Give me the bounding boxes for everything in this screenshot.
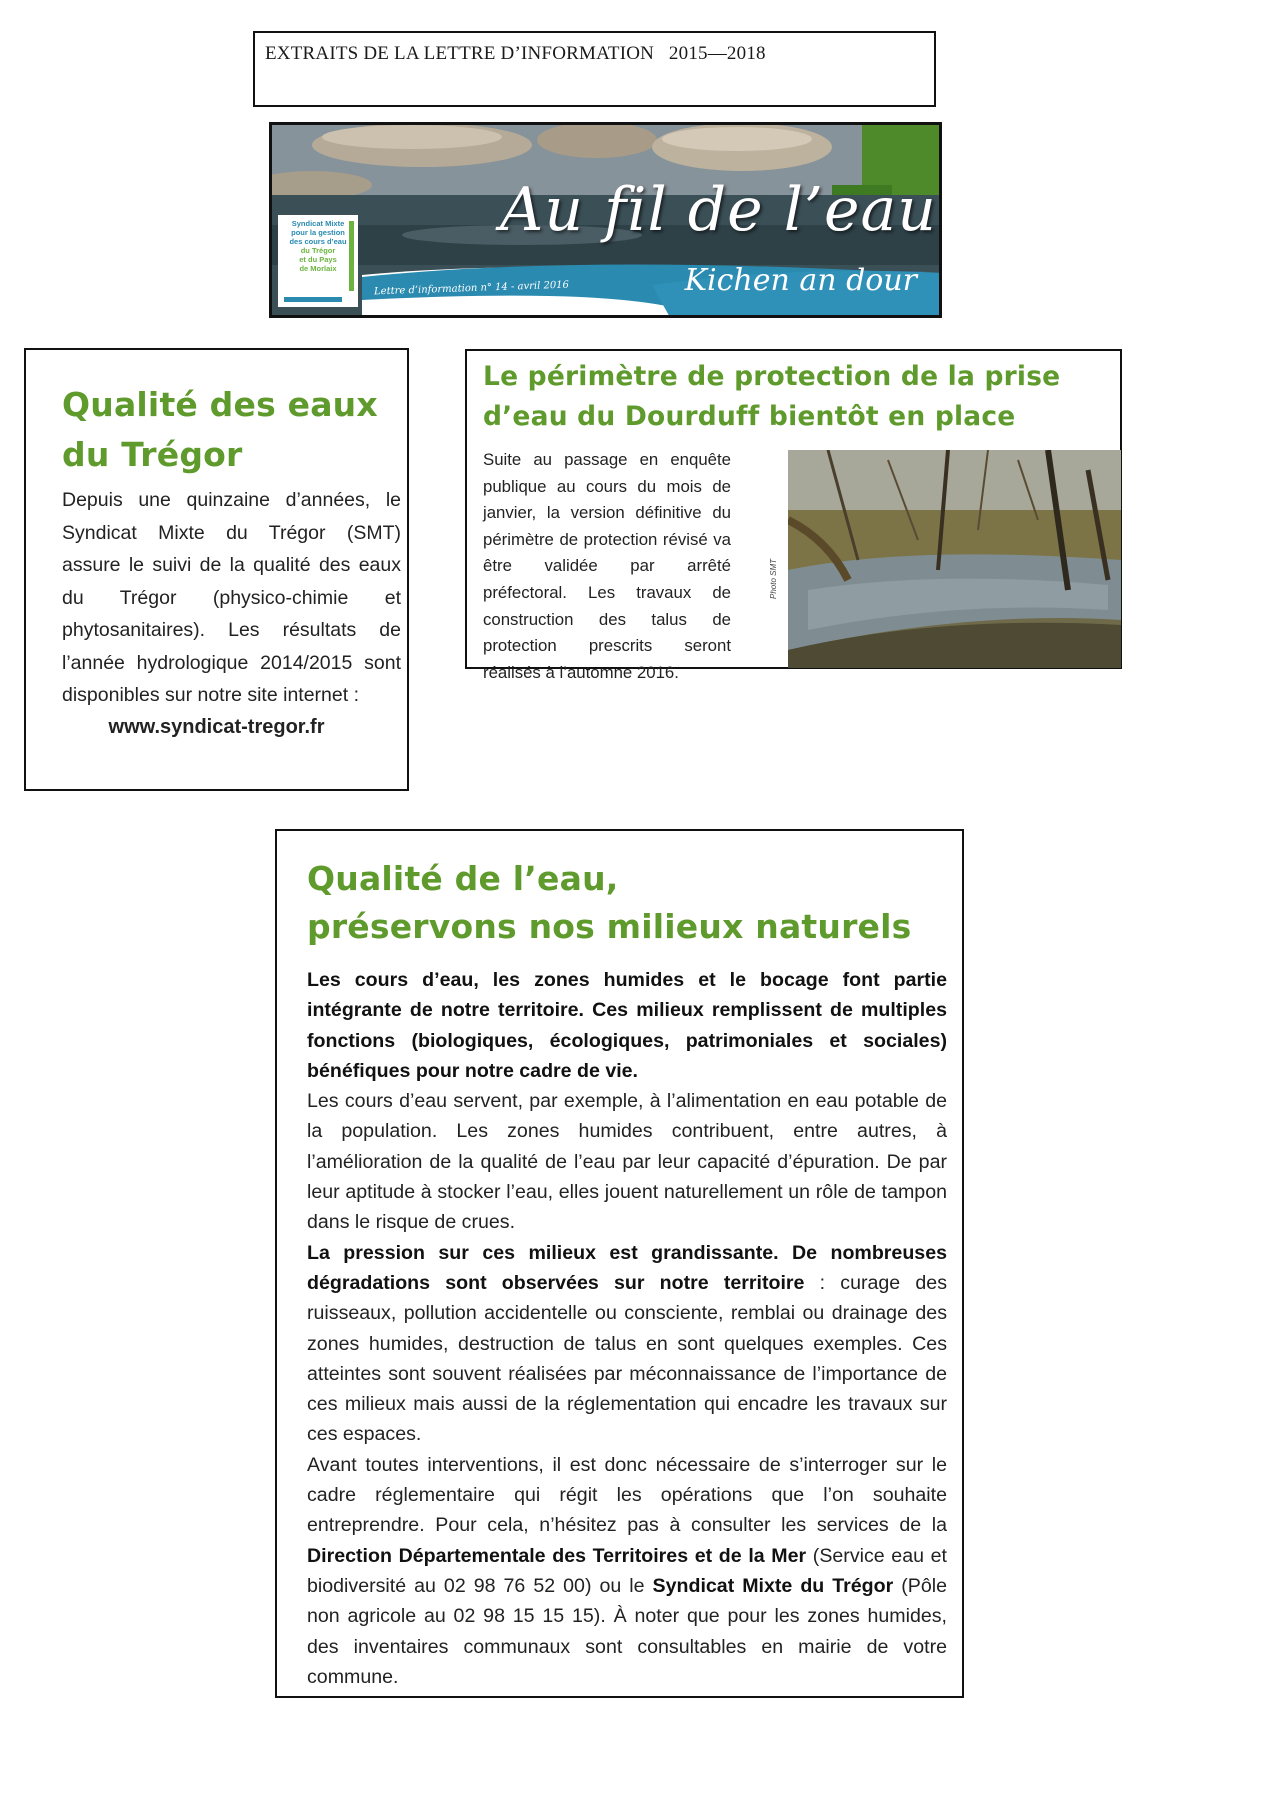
logo-green-bar (349, 221, 354, 291)
qualite-p3-bold: La pression sur ces milieux est grandissante. De nombreuses dégradations sont observées sur notre territoire (307, 1241, 947, 1294)
logo-line: de Morlaix (299, 264, 337, 273)
qualite-intro-bold: Les cours d’eau, les zones humides et le bocage font partie intégrante de notre territoire. Ces milieux remplissent de multiples fonctions (biologiques, écologiques, patrimoniales et sociales) bénéfiques pour notre cadre de vie. (307, 969, 947, 1082)
header-text: EXTRAITS DE LA LETTRE D’INFORMATION 2015—2018 (265, 43, 766, 64)
tregor-title-line1: Qualité des eaux (62, 385, 378, 424)
dourduff-article (465, 349, 1122, 682)
qualite-p4-end: (Pôle non agricole au 02 98 15 15 15). À noter que pour les zones humides, des inventaires communaux sont consultables en mairie de votre commune. (307, 1574, 948, 1688)
header-box (253, 31, 936, 107)
logo-line: et du Pays (299, 255, 337, 264)
logo-line: des cours d’eau (289, 237, 347, 246)
dourduff-title (483, 357, 1060, 437)
river-photo-image (788, 450, 1121, 668)
qualite-title-line2: préservons nos milieux naturels (307, 907, 912, 946)
tregor-article (24, 348, 409, 791)
qualite-p4-mid: (Service eau et biodiversité au 02 98 76 52 00) ou le (307, 1544, 947, 1597)
qualite-p3-text: : curage des ruisseaux, pollution accidentelle ou consciente, remblai ou drainage des zones humides, destruction de talus en sont quelques exemples. Ces atteintes sont souvent réalisées par méconnaissance de l’importance de ces milieux mais aussi de la réglementation qui encadre les travaux sur ces espaces. (307, 1271, 947, 1446)
qualite-eau-article (275, 829, 964, 1698)
banner-subtitle: Kichen an dour (684, 263, 917, 298)
smt-logo (278, 215, 358, 307)
ddtm-name: Direction Départementale des Territoires et de la Mer (307, 1544, 807, 1567)
newsletter-banner (269, 122, 942, 318)
tregor-title (62, 380, 401, 480)
dourduff-title-line2: d’eau du Dourduff bientôt en place (483, 401, 1016, 432)
smt-name: Syndicat Mixte du Trégor (652, 1574, 894, 1597)
qualite-title-line1: Qualité de l’eau, (307, 859, 619, 898)
logo-wave (284, 297, 342, 302)
qualite-paragraph-3 (307, 1238, 947, 1450)
photo-credit: Photo SMT (769, 558, 778, 599)
tregor-title-line2: du Trégor (62, 435, 243, 474)
qualite-p4-start: Avant toutes interventions, il est donc nécessaire de s’interroger sur le cadre réglementaire qui régit les opérations que l’on souhaite entreprendre. Pour cela, n’hésitez pas à consulter les services de la (307, 1453, 947, 1537)
logo-line: pour la gestion (291, 228, 345, 237)
river-photo (788, 450, 1121, 668)
qualite-paragraph-4 (307, 1450, 947, 1692)
qualite-body (307, 965, 947, 1692)
logo-line: Syndicat Mixte (291, 219, 345, 228)
logo-line: du Trégor (300, 246, 336, 255)
banner-title: Au fil de l’eau (500, 175, 937, 245)
dourduff-title-line1: Le périmètre de protection de la prise (483, 361, 1061, 392)
qualite-intro (307, 965, 947, 1086)
tregor-body: Depuis une quinzaine d’années, le Syndicat Mixte du Trégor (SMT) assure le suivi de la qualité des eaux du Trégor (physico-chimie et phytosanitaires). Les résultats de l’année hydrologique 2014/2015 sont disponibles sur notre site internet : (62, 489, 401, 706)
dourduff-body: Suite au passage en enquête publique au cours du mois de janvier, la version définitive du périmètre de protection révisé va être validée par arrêté préfectoral. Les travaux de construction des talus de protection prescrits seront réalisés à l’automne 2016. (483, 450, 731, 682)
tregor-website-link[interactable]: www.syndicat-tregor.fr (108, 715, 325, 738)
qualite-title (307, 855, 947, 951)
qualite-paragraph-2: Les cours d’eau servent, par exemple, à l’alimentation en eau potable de la population. Les zones humides contribuent, entre autres, à l’amélioration de la qualité de l’eau par leur capacité d’épuration. De par leur aptitude à stocker l’eau, elles jouent naturellement un rôle de tampon dans le risque de crues. (307, 1090, 947, 1234)
banner-issue: Lettre d’information n° 14 - avril 2016 (373, 279, 570, 298)
